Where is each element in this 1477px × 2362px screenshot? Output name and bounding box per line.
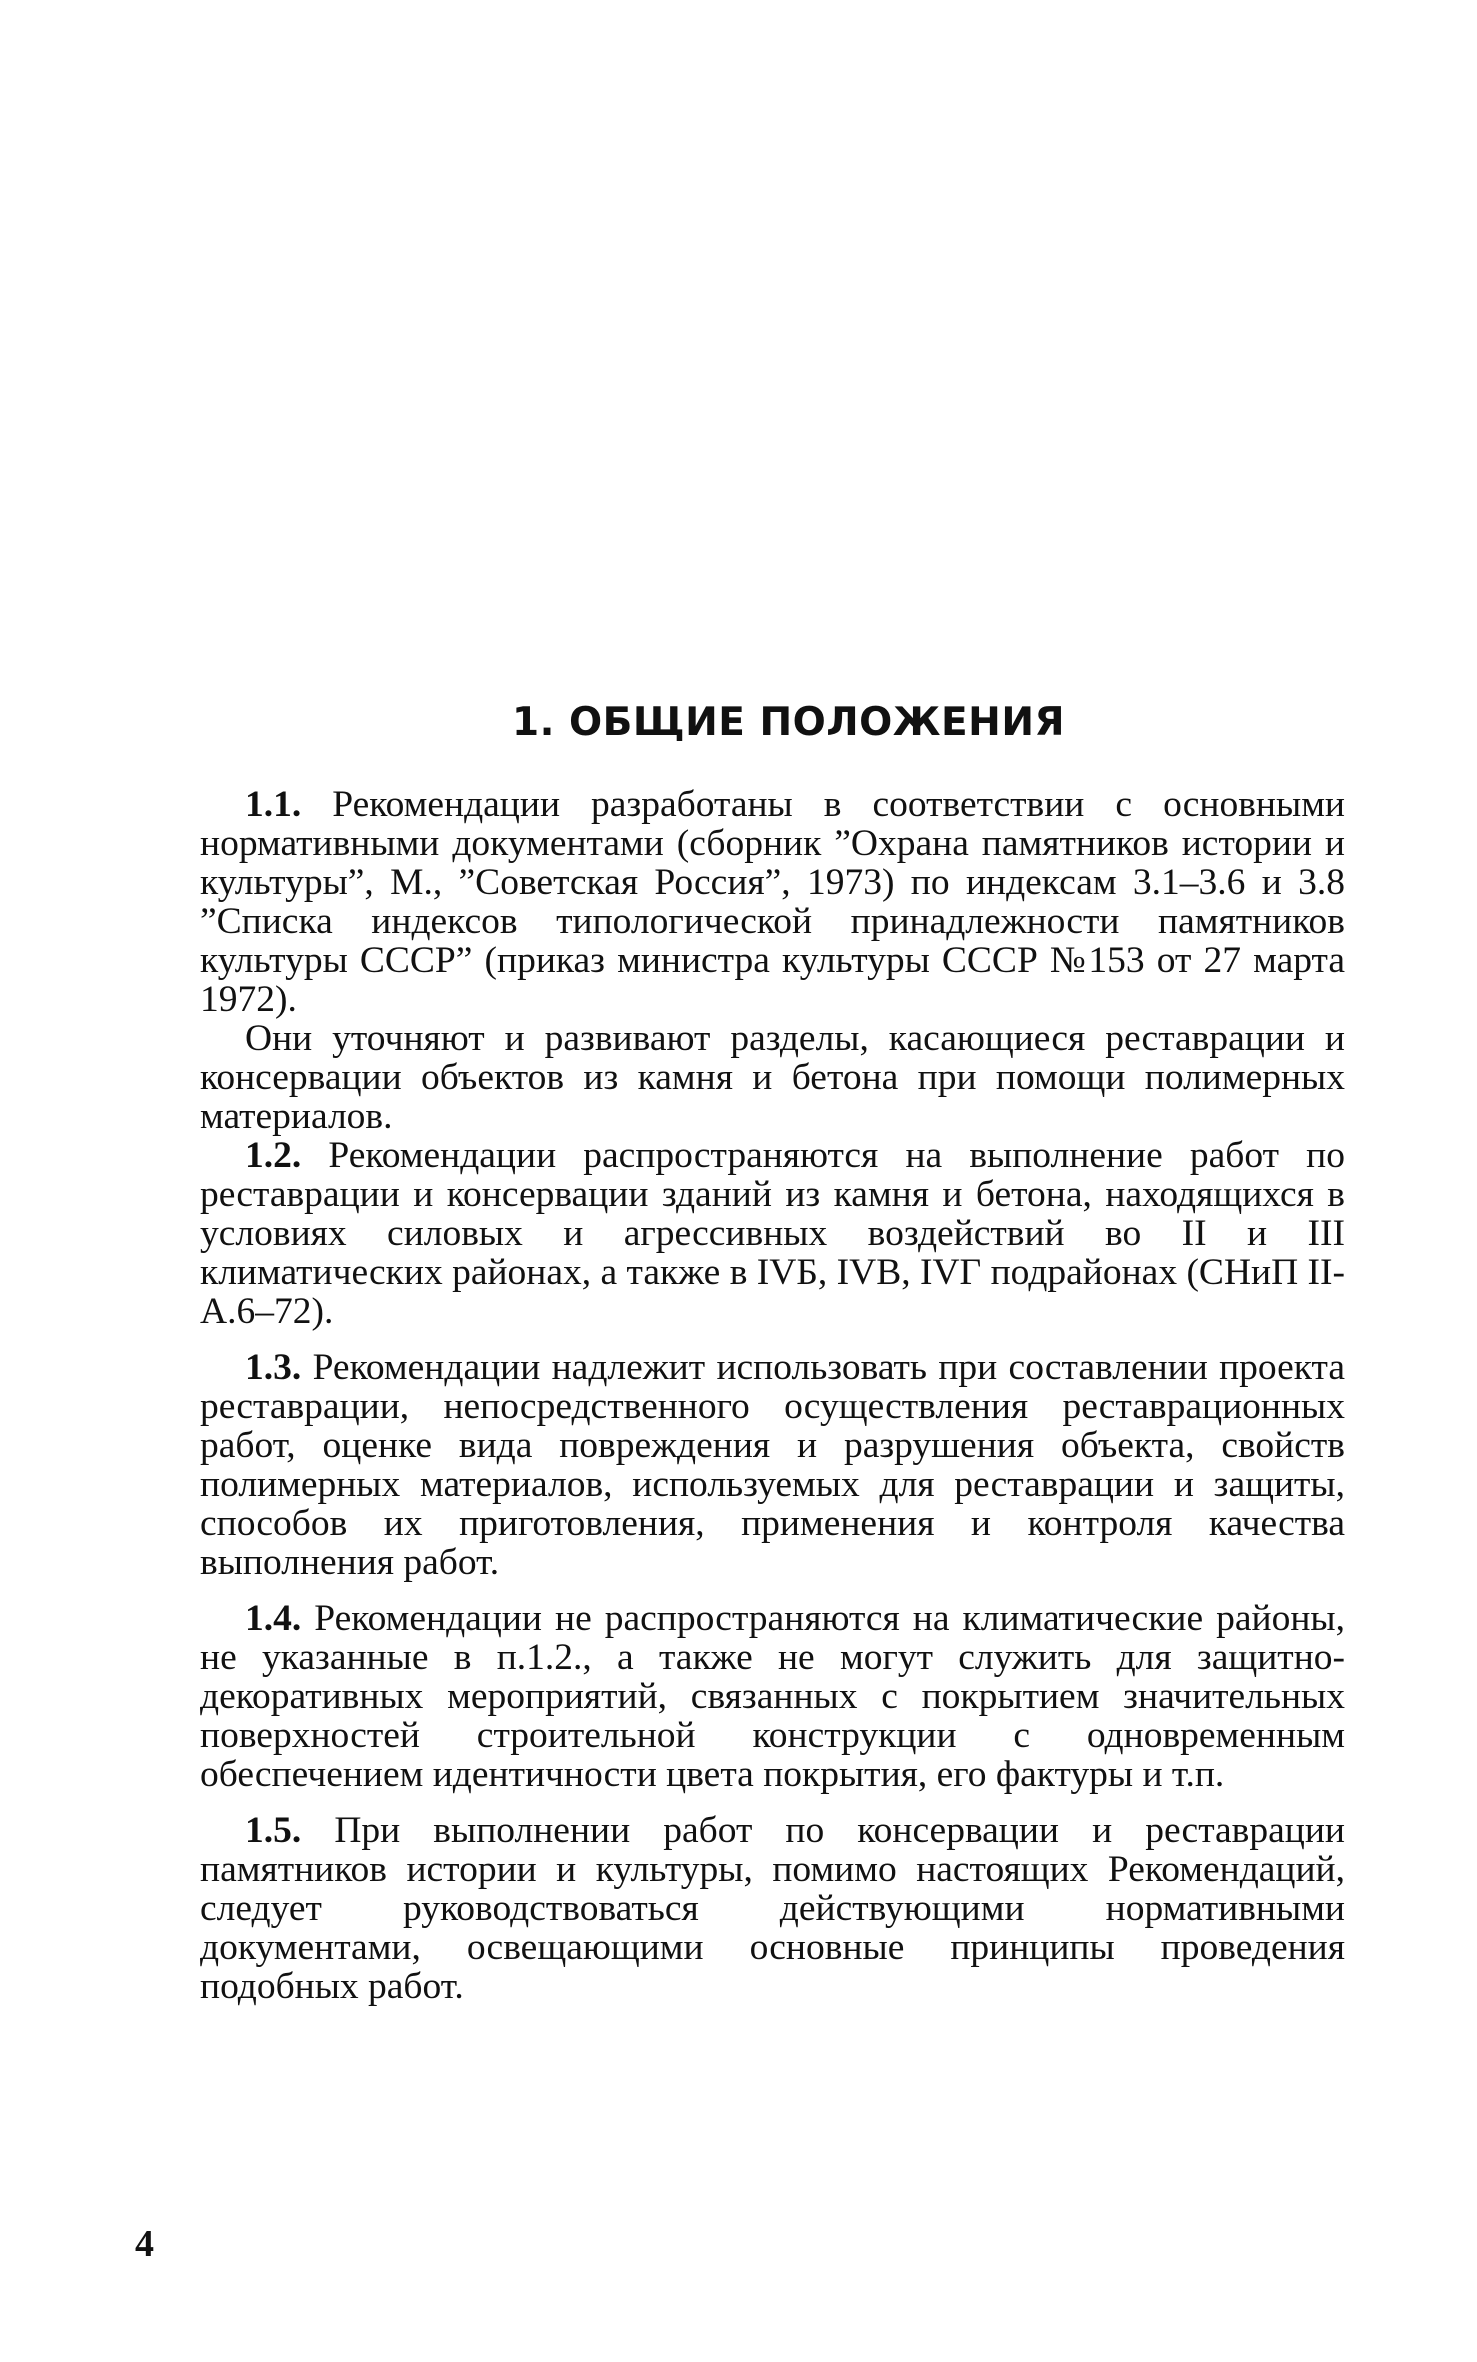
- paragraph-text: Рекомендации разработаны в соответствии с основными нормативными документами (сборник ”Охрана памятников истории и культуры”, М., ”Советская Россия”, 1973) по индексам 3.1–3.6 и 3.8 ”Списка индексов типологической принадлежности памятников культуры СССР” (приказ министра культуры СССР №153 от 27 марта 1972).: [200, 784, 1345, 1020]
- clause-number: 1.3.: [245, 1347, 302, 1388]
- clause-number: 1.2.: [245, 1135, 302, 1176]
- paragraph-1-4: [200, 1599, 1345, 1794]
- paragraph-1-1-continued: [200, 1019, 1345, 1136]
- clause-number: 1.5.: [245, 1810, 302, 1851]
- document-body: [200, 785, 1345, 2006]
- clause-number: 1.4.: [245, 1598, 302, 1639]
- page-number: 4: [135, 2223, 154, 2265]
- paragraph-1-2: [200, 1136, 1345, 1331]
- section-heading: 1. ОБЩИЕ ПОЛОЖЕНИЯ: [511, 700, 1065, 745]
- paragraph-text: При выполнении работ по консервации и реставрации памятников истории и культуры, помимо настоящих Рекомендаций, следует руководствоваться действующими нормативными документами, освещающими основные принципы проведения подобных работ.: [200, 1810, 1345, 2007]
- paragraph-text: Рекомендации надлежит использовать при составлении проекта реставрации, непосредственного осуществления реставрационных работ, оценке вида повреждения и разрушения объекта, свойств полимерных материалов, используемых для реставрации и защиты, способов их приготовления, применения и контроля качества выполнения работ.: [200, 1347, 1345, 1583]
- paragraph-text: Они уточняют и развивают разделы, касающиеся реставрации и консервации объектов из камня и бетона при помощи полимерных материалов.: [200, 1018, 1345, 1137]
- paragraph-1-3: [200, 1348, 1345, 1582]
- paragraph-1-1: [200, 785, 1345, 1019]
- paragraph-text: Рекомендации не распространяются на климатические районы, не указанные в п.1.2., а также не могут служить для защитно-декоративных мероприятий, связанных с покрытием значительных поверхностей строительной конструкции с одновременным обеспечением идентичности цвета покрытия, его фактуры и т.п.: [200, 1598, 1345, 1795]
- clause-number: 1.1.: [245, 784, 302, 825]
- paragraph-text: Рекомендации распространяются на выполнение работ по реставрации и консервации зданий из камня и бетона, находящихся в условиях силовых и агрессивных воздействий во II и III климатических районах, а также в IVБ, IVВ, IVГ подрайонах (СНиП II-А.6–72).: [200, 1135, 1346, 1332]
- paragraph-1-5: [200, 1811, 1345, 2006]
